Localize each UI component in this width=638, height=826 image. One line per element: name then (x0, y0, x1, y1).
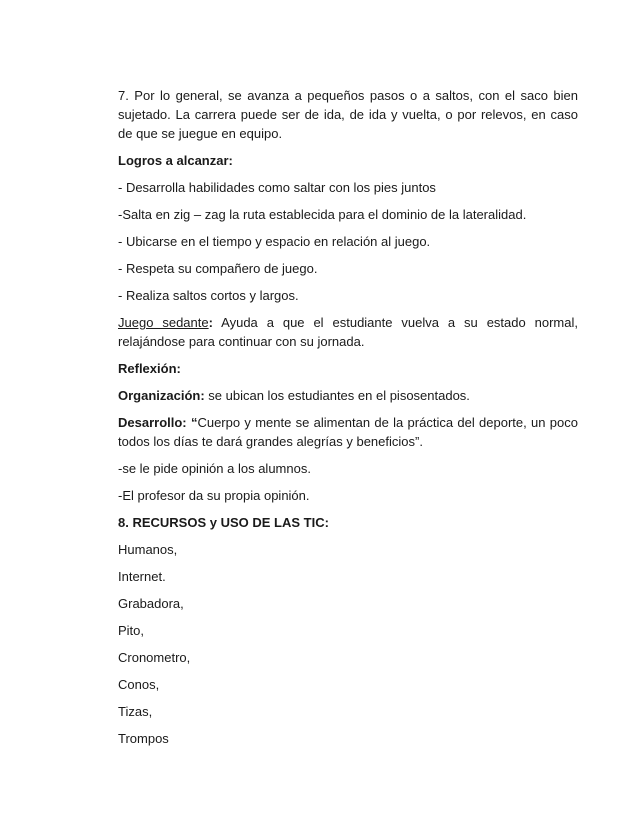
logros-item: - Respeta su compañero de juego. (118, 261, 318, 276)
desarrollo-paragraph (118, 413, 578, 451)
recursos-item: Internet. (118, 569, 166, 584)
organizacion-label: Organización: (118, 388, 205, 403)
recursos-item: Conos, (118, 677, 160, 692)
recursos-item: Cronometro, (118, 650, 191, 665)
step-7-paragraph: 7. Por lo general, se avanza a pequeños pasos o a saltos, con el saco bien sujetado. La carrera puede ser de ida, de ida y vuelta, o por relevos, en caso de que se juegue en equipo. (118, 88, 578, 141)
logros-heading: Logros a alcanzar: (118, 153, 233, 168)
juego-sedante-colon: : (208, 315, 213, 330)
organizacion-paragraph (118, 386, 578, 405)
logros-item: - Realiza saltos cortos y largos. (118, 288, 299, 303)
desarrollo-label: Desarrollo: “ (118, 415, 198, 430)
juego-sedante-label: Juego sedante (118, 315, 209, 330)
logros-item: - Desarrolla habilidades como saltar con los pies juntos (118, 180, 436, 195)
logros-item: -Salta en zig – zag la ruta establecida para el dominio de la lateralidad. (118, 207, 527, 222)
recursos-item: Grabadora, (118, 596, 184, 611)
desarrollo-text: Cuerpo y mente se alimentan de la práctica del deporte, un poco todos los días te dará grandes alegrías y beneficios”. (118, 415, 578, 449)
juego-sedante-paragraph (118, 313, 578, 351)
recursos-heading: 8. RECURSOS y USO DE LAS TIC: (118, 515, 329, 530)
reflexion-item: -El profesor da su propia opinión. (118, 488, 310, 503)
juego-sedante-text: Ayuda a que el estudiante vuelva a su estado normal, relajándose para continuar con su jornada. (118, 315, 578, 349)
organizacion-text: se ubican los estudiantes en el pisosentados. (204, 388, 470, 403)
logros-item: - Ubicarse en el tiempo y espacio en relación al juego. (118, 234, 431, 249)
recursos-item: Pito, (118, 623, 145, 638)
reflexion-heading: Reflexión: (118, 361, 181, 376)
page-content (118, 86, 578, 756)
recursos-item: Trompos (118, 731, 169, 746)
recursos-item: Tizas, (118, 704, 153, 719)
reflexion-item: -se le pide opinión a los alumnos. (118, 461, 311, 476)
recursos-item: Humanos, (118, 542, 178, 557)
